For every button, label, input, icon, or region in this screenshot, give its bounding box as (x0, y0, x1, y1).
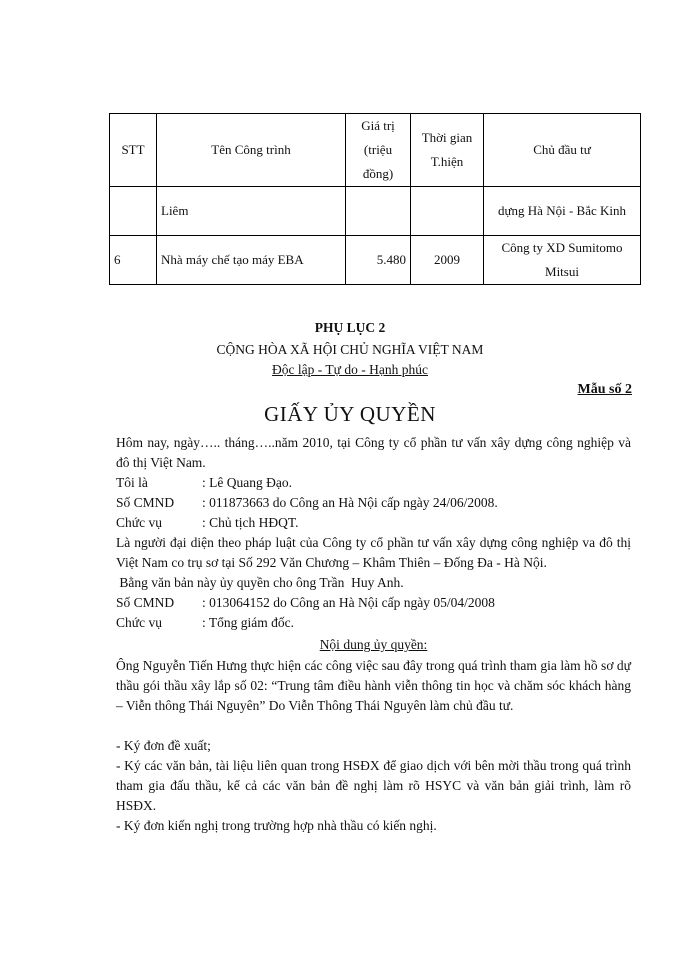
list-item: - Ký các văn bản, tài liệu liên quan trong HSĐX để giao dịch với bên mời thầu trong quá trình tham gia đấu thầu, kể cả các văn bản đề nghị làm rõ HSYC và văn bản giải trình, làm rõ HSĐX. (116, 758, 631, 813)
form-number: Mẫu số 2 (577, 382, 632, 397)
table-header-row (110, 114, 641, 187)
header-owner: Chủ đầu tư (484, 114, 641, 187)
cell-time (411, 187, 484, 236)
content-heading: Nội dung ủy quyền: (319, 637, 428, 652)
grantor-position-label: Chức vụ (116, 515, 162, 530)
grantor-position-row (116, 513, 631, 533)
republic-heading: CỘNG HÒA XÃ HỘI CHỦ NGHĨA VIỆT NAM (216, 342, 484, 357)
cell-name: Liêm (157, 187, 346, 236)
header-stt: STT (110, 114, 157, 187)
grantor-name-value: : Lê Quang Đạo. (202, 475, 292, 490)
header-name: Tên Công trình (157, 114, 346, 187)
table-row (110, 187, 641, 236)
grantee-position-value: : Tổng giám đốc. (202, 615, 294, 630)
motto: Độc lập - Tự do - Hạnh phúc (272, 362, 428, 377)
cell-value: 5.480 (346, 236, 411, 285)
cell-stt: 6 (110, 236, 157, 285)
form-number-wrap (578, 382, 632, 398)
grantor-id-value: : 011873663 do Công an Hà Nội cấp ngày 24/06/2008. (202, 495, 498, 510)
header-value: Giá trị (triệu đồng) (346, 114, 411, 187)
grantor-id-label: Số CMND (116, 495, 175, 510)
works-table (109, 113, 641, 285)
grantee-position-row (116, 613, 631, 633)
grantee-block (116, 593, 631, 633)
cell-owner: dựng Hà Nội - Bắc Kinh (484, 187, 641, 236)
cell-value (346, 187, 411, 236)
grantee-id-value: : 013064152 do Công an Hà Nội cấp ngày 05/04/2008 (202, 595, 495, 610)
table-row (110, 236, 641, 285)
intro-paragraph: Hôm nay, ngày….. tháng…..năm 2010, tại Công ty cổ phần tư vấn xây dựng công nghiệp và đô thị Việt Nam. (116, 435, 631, 470)
grantor-name-row (116, 473, 631, 493)
grantor-position-value: : Chủ tịch HĐQT. (202, 515, 299, 530)
content-paragraph: Ông Nguyễn Tiến Hưng thực hiện các công việc sau đây trong quá trình tham gia làm hồ sơ dự thầu gói thầu xây lắp số 02: “Trung tâm điều hành viễn thông tin học và chăm sóc khách hàng – Viễn thông Thái Nguyên” Do Viễn Thông Thái Nguyên làm chủ đầu tư. (116, 658, 631, 713)
cell-owner: Công ty XD Sumitomo Mitsui (484, 236, 641, 285)
grantee-position-label: Chức vụ (116, 615, 162, 630)
list-item: - Ký đơn kiến nghị trong trường hợp nhà thầu có kiến nghị. (116, 818, 437, 833)
grantor-id-row (116, 493, 631, 513)
motto-wrap (0, 362, 700, 378)
grantor-name-label: Tôi là (116, 475, 148, 490)
grantee-id-label: Số CMND (116, 595, 175, 610)
cell-time: 2009 (411, 236, 484, 285)
appendix-title: PHỤ LỤC 2 (314, 320, 386, 335)
cell-name: Nhà máy chế tạo máy EBA (157, 236, 346, 285)
grantor-block (116, 473, 631, 533)
cell-stt (110, 187, 157, 236)
representative-paragraph: Là người đại diện theo pháp luật của Công ty cổ phần tư vấn xây dựng công nghiệp va đô thị Việt Nam co trụ sơ tại Số 292 Văn Chương – Khâm Thiên – Đống Đa - Hà Nội. (116, 535, 631, 570)
item-list (116, 736, 631, 836)
document-title: GIẤY ỦY QUYỀN (264, 402, 436, 426)
header-time: Thời gian T.hiện (411, 114, 484, 187)
list-item: - Ký đơn đề xuất; (116, 738, 211, 753)
grantee-id-row (116, 593, 631, 613)
authorization-line: Bằng văn bản này ủy quyền cho ông Trần Huy Anh. (116, 575, 404, 590)
